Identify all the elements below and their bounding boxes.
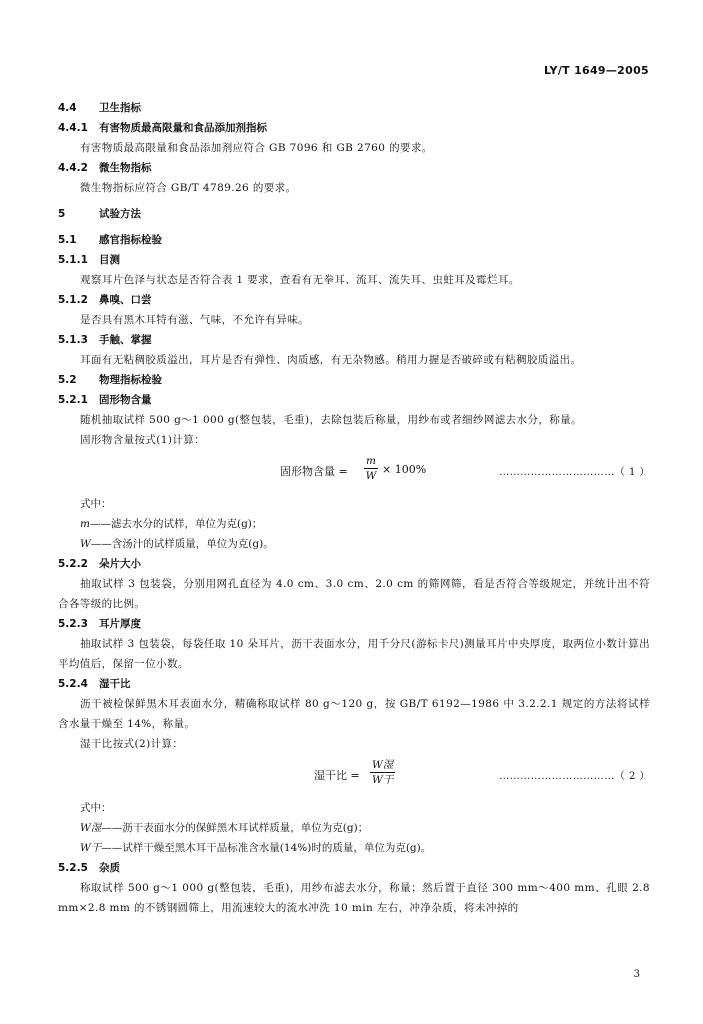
where-item [58,838,650,858]
section-heading [58,614,650,634]
section-number: 5.2.3 [58,618,88,630]
variable-symbol: W干 [80,842,102,854]
section-heading [58,330,650,350]
section-title: 杂质 [99,862,120,874]
paragraph: 抽取试样 3 包装袋，分别用网孔直径为 4.0 cm、3.0 cm、2.0 cm 的筛网筛，看是否符合等级规定，并统计出不符合各等级的比例。 [58,578,650,610]
section-title: 有害物质最高限量和食品添加剂指标 [99,122,267,134]
where-item [58,514,650,534]
section-number: 5.2.2 [58,558,88,570]
variable-description: ——含汤汁的试样质量，单位为克(g)。 [90,538,274,550]
section-heading [58,204,650,224]
equation-number: ……………………………（ 1 ） [499,467,650,478]
formula-intro: 湿干比按式(2)计算： [80,738,184,750]
paragraph: 随机抽取试样 500 g～1 000 g(整包装，毛重)，去除包装后称量，用纱布或者细纱网滤去水分，称量。 [80,414,582,426]
where-item [58,534,650,554]
section-title: 耳片厚度 [99,618,141,630]
section-number: 5.1 [58,234,77,246]
fraction-numerator: m [366,455,376,467]
variable-description: ——试样干燥至黑木耳干品标准含水量(14%)时的质量，单位为克(g)。 [101,842,432,854]
section-number: 5.1.2 [58,294,88,306]
variable-description: ——沥干表面水分的保鲜黑木耳试样质量，单位为克(g)； [101,822,369,834]
section-title: 朵片大小 [99,558,141,570]
variable-symbol: W [80,538,91,550]
paragraph: 称取试样 500 g～1 000 g(整包装，毛重)，用纱布滤去水分，称量；然后置于直径 300 mm～400 mm、孔眼 2.8 mm×2.8 mm 的不锈钢圆筛上，用流速较大的流水冲洗 10 min 左右，冲净杂质，将未冲掉的 [58,882,650,914]
formula-intro: 固形物含量按式(1)计算： [80,434,206,446]
section-heading [58,554,650,574]
section-heading [58,118,650,138]
paragraph: 有害物质最高限量和食品添加剂应符合 GB 7096 和 GB 2760 的要求。 [80,142,433,154]
variable-symbol: W湿 [80,822,102,834]
section-heading [58,858,650,878]
formula-fraction [370,758,395,787]
section-title: 卫生指标 [99,102,141,114]
section-heading [58,250,650,270]
paragraph: 沥干被检保鲜黑木耳表面水分，精确称取试样 80 g～120 g，按 GB/T 6192—1986 中 3.2.2.1 规定的方法将试样含水量干燥至 14%，称量。 [58,698,650,730]
section-heading [58,98,650,118]
page-body [58,98,650,918]
fraction-denominator: W干 [372,774,394,786]
standard-number: LY/T 1649—2005 [543,64,649,77]
formula-rhs: × 100% [382,463,427,476]
section-number: 5.2 [58,374,77,386]
paragraph: 观察耳片色泽与状态是否符合表 1 要求，查看有无拳耳、流耳、流失耳、虫蛀耳及霉烂耳。 [80,274,520,286]
where-item [58,818,650,838]
section-title: 固形物含量 [99,394,152,406]
fraction-denominator: W [365,470,377,482]
section-number: 4.4.2 [58,162,88,174]
paragraph: 抽取试样 3 包装袋，每袋任取 10 朵耳片，沥干表面水分，用千分尺(游标卡尺)测量耳片中央厚度，取两位小数计算出平均值后，保留一位小数。 [58,638,650,670]
equation-number: ……………………………（ 2 ） [499,771,650,782]
section-title: 试验方法 [99,208,141,220]
section-title: 湿干比 [99,678,131,690]
section-number: 5.2.5 [58,862,88,874]
section-heading [58,158,650,178]
section-title: 微生物指标 [99,162,152,174]
section-number: 4.4.1 [58,122,88,134]
section-heading [58,390,650,410]
section-heading [58,370,650,390]
section-heading [58,674,650,694]
formula-lhs: 湿干比 = [314,769,360,782]
section-title: 手触、掌握 [99,334,152,346]
section-title: 鼻嗅、口尝 [99,294,152,306]
section-title: 物理指标检验 [99,374,162,386]
where-label: 式中： [80,802,112,814]
variable-description: ——滤去水分的试样，单位为克(g)； [89,518,263,530]
section-heading [58,290,650,310]
formula-2 [58,758,650,792]
section-title: 感官指标检验 [99,234,162,246]
section-number: 4.4 [58,102,77,114]
formula-1 [58,454,650,488]
section-heading [58,230,650,250]
section-number: 5.1.3 [58,334,88,346]
section-title: 目测 [99,254,120,266]
paragraph: 微生物指标应符合 GB/T 4789.26 的要求。 [80,182,297,194]
where-label: 式中： [80,498,112,510]
formula-fraction [364,454,378,483]
section-number: 5.2.1 [58,394,88,406]
formula-lhs: 固形物含量 = [280,465,348,478]
variable-symbol: m [80,518,90,530]
fraction-numerator: W湿 [372,759,394,771]
section-number: 5.1.1 [58,254,88,266]
section-number: 5.2.4 [58,678,88,690]
page-number: 3 [633,969,640,980]
paragraph: 耳面有无粘稠胶质溢出，耳片是否有弹性、肉质感，有无杂物感。稍用力握是否破碎或有粘稠胶质溢出。 [80,354,582,366]
section-number: 5 [58,208,66,220]
paragraph: 是否具有黑木耳特有滋、气味，不允许有异味。 [80,314,309,326]
